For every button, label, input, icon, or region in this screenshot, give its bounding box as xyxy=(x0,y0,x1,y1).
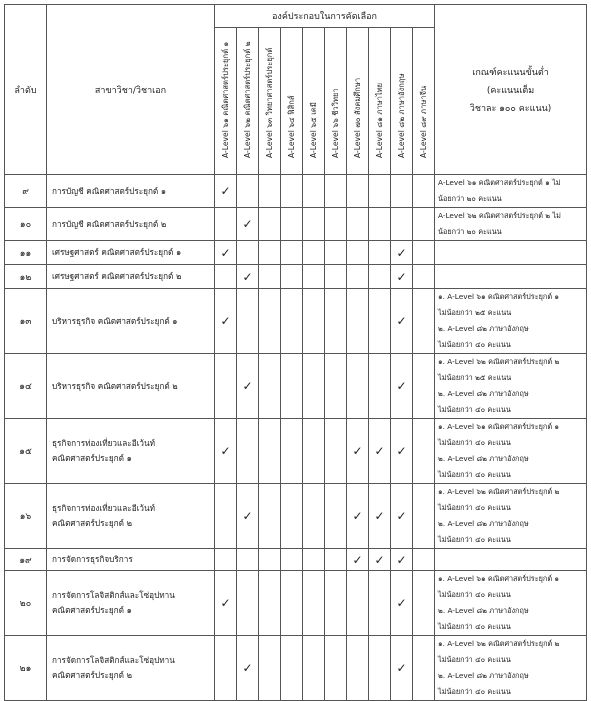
row-major-name xyxy=(47,636,215,701)
row-major-name xyxy=(47,484,215,549)
subject-check-cell xyxy=(237,636,259,701)
subject-check-cell xyxy=(259,208,281,241)
row-minimum-criteria xyxy=(435,636,587,701)
table-row xyxy=(5,265,587,289)
subject-label: A-Level ๖๑ คณิตศาสตร์ประยุกต์ ๑ xyxy=(220,41,230,158)
check-mark-icon: ✓ xyxy=(352,509,363,523)
subject-check-cell xyxy=(303,636,325,701)
criteria-line: A-Level ๖๒ คณิตศาสตร์ประยุกต์ ๒ ไม่ xyxy=(438,211,561,220)
subject-check-cell xyxy=(325,175,347,208)
column-header-subject xyxy=(325,28,347,175)
subject-check-cell xyxy=(237,265,259,289)
subject-check-cell xyxy=(259,636,281,701)
subject-check-cell xyxy=(369,636,391,701)
subject-check-cell xyxy=(369,419,391,484)
column-header-minimum-criteria xyxy=(435,5,587,175)
check-mark-icon: ✓ xyxy=(220,245,231,260)
admission-criteria-table xyxy=(4,4,587,701)
row-major-name xyxy=(47,175,215,208)
subject-check-cell xyxy=(325,571,347,636)
subject-check-cell xyxy=(215,354,237,419)
subject-check-cell xyxy=(369,241,391,265)
row-minimum-criteria xyxy=(435,484,587,549)
check-mark-icon: ✓ xyxy=(396,379,407,393)
check-mark-icon: ✓ xyxy=(396,596,407,610)
major-name-line: เศรษฐศาสตร์ คณิตศาสตร์ประยุกต์ ๑ xyxy=(52,247,182,257)
major-name-line: คณิตศาสตร์ประยุกต์ ๑ xyxy=(52,605,132,615)
subject-check-cell xyxy=(259,265,281,289)
criteria-line: ไม่น้อยกว่า ๔๐ คะแนน xyxy=(438,340,511,349)
criteria-line: น้อยกว่า ๒๐ คะแนน xyxy=(438,194,502,203)
criteria-line: ๑. A-Level ๖๒ คณิตศาสตร์ประยุกต์ ๒ xyxy=(438,487,560,496)
row-major-name xyxy=(47,354,215,419)
criteria-line: ไม่น้อยกว่า ๔๐ คะแนน xyxy=(438,622,511,631)
subject-check-cell xyxy=(215,208,237,241)
criteria-line: ๒. A-Level ๘๒ ภาษาอังกฤษ xyxy=(438,324,529,333)
major-name-line: บริหารธุรกิจ คณิตศาสตร์ประยุกต์ ๑ xyxy=(52,315,178,326)
row-minimum-criteria xyxy=(435,241,587,265)
check-mark-icon: ✓ xyxy=(396,314,407,328)
check-mark-icon: ✓ xyxy=(396,245,407,260)
major-name-line: ธุรกิจการท่องเที่ยวและอีเว้นท์ xyxy=(52,438,156,448)
subject-label: A-Level ๘๒ ภาษาอังกฤษ xyxy=(396,73,406,158)
column-header-subject xyxy=(215,28,237,175)
subject-check-cell xyxy=(325,419,347,484)
criteria-line: ไม่น้อยกว่า ๔๐ คะแนน xyxy=(438,405,511,414)
criteria-line: ไม่น้อยกว่า ๔๐ คะแนน xyxy=(438,470,511,479)
subject-check-cell xyxy=(281,208,303,241)
row-major-name xyxy=(47,241,215,265)
row-minimum-criteria xyxy=(435,549,587,571)
column-header-subject xyxy=(259,28,281,175)
subject-check-cell xyxy=(215,241,237,265)
criteria-line: ๒. A-Level ๘๒ ภาษาอังกฤษ xyxy=(438,454,529,463)
subject-check-cell xyxy=(215,289,237,354)
column-header-subject xyxy=(303,28,325,175)
row-major-name xyxy=(47,571,215,636)
check-mark-icon: ✓ xyxy=(396,509,407,523)
row-major-name xyxy=(47,289,215,354)
subject-check-cell xyxy=(413,484,435,549)
row-major-name xyxy=(47,549,215,571)
subject-check-cell xyxy=(259,549,281,571)
subject-check-cell xyxy=(325,549,347,571)
column-header-subject xyxy=(281,28,303,175)
row-minimum-criteria xyxy=(435,208,587,241)
subject-check-cell xyxy=(347,289,369,354)
criteria-line: ไม่น้อยกว่า ๒๕ คะแนน xyxy=(438,308,512,317)
subject-check-cell xyxy=(303,571,325,636)
subject-label: A-Level ๘๙ ภาษาจีน xyxy=(418,85,428,158)
table-row xyxy=(5,241,587,265)
subject-check-cell xyxy=(259,241,281,265)
table-row xyxy=(5,354,587,419)
subject-check-cell xyxy=(413,636,435,701)
subject-check-cell xyxy=(237,241,259,265)
subject-check-cell xyxy=(215,265,237,289)
subject-check-cell xyxy=(325,241,347,265)
subject-check-cell xyxy=(391,549,413,571)
row-order-number: ๑๒ xyxy=(5,265,47,289)
subject-check-cell xyxy=(347,175,369,208)
subject-check-cell xyxy=(259,571,281,636)
subject-check-cell xyxy=(303,241,325,265)
criteria-line: ไม่น้อยกว่า ๔๐ คะแนน xyxy=(438,438,511,447)
column-header-major: สาขาวิชา/วิชาเอก xyxy=(47,5,215,175)
subject-check-cell xyxy=(413,175,435,208)
subject-check-cell xyxy=(347,549,369,571)
subject-check-cell xyxy=(391,289,413,354)
subject-check-cell xyxy=(237,549,259,571)
check-mark-icon: ✓ xyxy=(220,596,231,610)
row-order-number: ๙ xyxy=(5,175,47,208)
subject-check-cell xyxy=(347,265,369,289)
subject-check-cell xyxy=(281,636,303,701)
criteria-line: ๑. A-Level ๖๑ คณิตศาสตร์ประยุกต์ ๑ xyxy=(438,574,560,583)
check-mark-icon: ✓ xyxy=(220,184,231,198)
table-row xyxy=(5,175,587,208)
check-mark-icon: ✓ xyxy=(396,444,407,458)
subject-check-cell xyxy=(303,265,325,289)
major-name-line: การบัญชี คณิตศาสตร์ประยุกต์ ๒ xyxy=(52,218,167,229)
subject-label: A-Level ๖๒ คณิตศาสตร์ประยุกต์ ๒ xyxy=(242,41,252,158)
subject-check-cell xyxy=(391,175,413,208)
subject-check-cell xyxy=(369,175,391,208)
subject-check-cell xyxy=(369,549,391,571)
subject-check-cell xyxy=(215,571,237,636)
criteria-header-line: เกณฑ์คะแนนขั้นต่ำ xyxy=(472,67,549,78)
criteria-line: ๑. A-Level ๖๒ คณิตศาสตร์ประยุกต์ ๒ xyxy=(438,357,560,366)
row-order-number: ๒๑ xyxy=(5,636,47,701)
subject-check-cell xyxy=(369,354,391,419)
major-name-line: ธุรกิจการท่องเที่ยวและอีเว้นท์ xyxy=(52,503,156,513)
check-mark-icon: ✓ xyxy=(396,269,407,284)
column-header-subject xyxy=(391,28,413,175)
subject-check-cell xyxy=(303,208,325,241)
check-mark-icon: ✓ xyxy=(396,661,407,675)
subject-check-cell xyxy=(369,484,391,549)
check-mark-icon: ✓ xyxy=(374,509,385,523)
subject-check-cell xyxy=(281,571,303,636)
subject-check-cell xyxy=(391,208,413,241)
subject-check-cell xyxy=(237,289,259,354)
row-order-number: ๑๐ xyxy=(5,208,47,241)
subject-check-cell xyxy=(281,419,303,484)
subject-check-cell xyxy=(237,484,259,549)
table-row xyxy=(5,208,587,241)
criteria-line: ๒. A-Level ๘๒ ภาษาอังกฤษ xyxy=(438,519,529,528)
subject-check-cell xyxy=(259,484,281,549)
criteria-line: ไม่น้อยกว่า ๔๐ คะแนน xyxy=(438,503,511,512)
subject-check-cell xyxy=(281,241,303,265)
subject-check-cell xyxy=(347,208,369,241)
subject-check-cell xyxy=(413,265,435,289)
subject-check-cell xyxy=(391,265,413,289)
check-mark-icon: ✓ xyxy=(352,552,363,567)
row-major-name xyxy=(47,265,215,289)
subject-check-cell xyxy=(303,289,325,354)
criteria-line: ไม่น้อยกว่า ๒๕ คะแนน xyxy=(438,373,512,382)
criteria-header-line: (คะแนนเต็ม xyxy=(486,85,535,96)
subject-check-cell xyxy=(259,175,281,208)
subject-check-cell xyxy=(369,208,391,241)
subject-check-cell xyxy=(303,354,325,419)
subject-check-cell xyxy=(237,419,259,484)
subject-check-cell xyxy=(281,549,303,571)
check-mark-icon: ✓ xyxy=(220,444,231,458)
criteria-line: น้อยกว่า ๒๐ คะแนน xyxy=(438,227,502,236)
subject-check-cell xyxy=(237,571,259,636)
subject-check-cell xyxy=(325,354,347,419)
subject-check-cell xyxy=(325,265,347,289)
subject-check-cell xyxy=(347,241,369,265)
subject-check-cell xyxy=(413,419,435,484)
criteria-line: ๒. A-Level ๘๒ ภาษาอังกฤษ xyxy=(438,671,529,680)
subject-check-cell xyxy=(215,175,237,208)
subject-check-cell xyxy=(325,484,347,549)
major-name-line: คณิตศาสตร์ประยุกต์ ๒ xyxy=(52,670,132,680)
table-row xyxy=(5,419,587,484)
criteria-header-line: วิชาละ ๑๐๐ คะแนน) xyxy=(469,103,552,114)
check-mark-icon: ✓ xyxy=(242,509,253,523)
table-row xyxy=(5,571,587,636)
column-header-subject xyxy=(413,28,435,175)
subject-check-cell xyxy=(215,484,237,549)
row-major-name xyxy=(47,419,215,484)
row-order-number: ๑๖ xyxy=(5,484,47,549)
criteria-line: ไม่น้อยกว่า ๔๐ คะแนน xyxy=(438,590,511,599)
subject-check-cell xyxy=(347,636,369,701)
major-name-line: การจัดการโลจิสติกส์และโซ่อุปทาน xyxy=(52,590,175,600)
column-header-order: ลำดับ xyxy=(5,5,47,175)
subject-check-cell xyxy=(215,636,237,701)
subject-check-cell xyxy=(281,175,303,208)
subject-check-cell xyxy=(281,289,303,354)
major-name-line: บริหารธุรกิจ คณิตศาสตร์ประยุกต์ ๒ xyxy=(52,380,178,391)
subject-check-cell xyxy=(237,208,259,241)
criteria-line: ไม่น้อยกว่า ๔๐ คะแนน xyxy=(438,535,511,544)
subject-check-cell xyxy=(413,571,435,636)
subject-label: A-Level ๖๕ เคมี xyxy=(308,102,318,158)
subject-check-cell xyxy=(391,241,413,265)
subject-check-cell xyxy=(391,636,413,701)
check-mark-icon: ✓ xyxy=(220,314,231,328)
subject-check-cell xyxy=(347,484,369,549)
table-row xyxy=(5,636,587,701)
criteria-line: ๑. A-Level ๖๑ คณิตศาสตร์ประยุกต์ ๑ xyxy=(438,422,560,431)
subject-check-cell xyxy=(303,419,325,484)
row-order-number: ๒๐ xyxy=(5,571,47,636)
subject-label: A-Level ๖๔ ฟิสิกส์ xyxy=(286,95,296,158)
row-minimum-criteria xyxy=(435,289,587,354)
subject-check-cell xyxy=(369,289,391,354)
subject-check-cell xyxy=(413,241,435,265)
major-name-line: การจัดการธุรกิจบริการ xyxy=(52,554,133,564)
subject-check-cell xyxy=(281,484,303,549)
row-major-name xyxy=(47,208,215,241)
subject-check-cell xyxy=(391,571,413,636)
table-row xyxy=(5,549,587,571)
subject-check-cell xyxy=(281,354,303,419)
major-name-line: คณิตศาสตร์ประยุกต์ ๑ xyxy=(52,453,132,463)
check-mark-icon: ✓ xyxy=(242,379,253,393)
subject-label: A-Level ๖๓ วิทยาศาสตร์ประยุกต์ xyxy=(264,47,274,158)
subject-check-cell xyxy=(391,484,413,549)
subject-check-cell xyxy=(369,571,391,636)
subject-check-cell xyxy=(325,289,347,354)
subject-check-cell xyxy=(303,484,325,549)
subject-check-cell xyxy=(281,265,303,289)
check-mark-icon: ✓ xyxy=(352,444,363,458)
criteria-line: ๑. A-Level ๖๒ คณิตศาสตร์ประยุกต์ ๒ xyxy=(438,639,560,648)
major-name-line: การบัญชี คณิตศาสตร์ประยุกต์ ๑ xyxy=(52,185,167,196)
check-mark-icon: ✓ xyxy=(374,444,385,458)
row-order-number: ๑๓ xyxy=(5,289,47,354)
check-mark-icon: ✓ xyxy=(374,552,385,567)
subject-check-cell xyxy=(347,571,369,636)
subject-label: A-Level ๖๖ ชีววิทยา xyxy=(330,88,340,158)
column-header-subject xyxy=(347,28,369,175)
subject-check-cell xyxy=(391,354,413,419)
table-row xyxy=(5,484,587,549)
subject-check-cell xyxy=(215,549,237,571)
subject-check-cell xyxy=(237,354,259,419)
check-mark-icon: ✓ xyxy=(242,269,253,284)
column-header-subject xyxy=(369,28,391,175)
row-minimum-criteria xyxy=(435,354,587,419)
subject-check-cell xyxy=(259,289,281,354)
check-mark-icon: ✓ xyxy=(242,661,253,675)
subject-check-cell xyxy=(413,549,435,571)
subject-label: A-Level ๘๑ ภาษาไทย xyxy=(374,82,384,158)
criteria-line: ๒. A-Level ๘๒ ภาษาอังกฤษ xyxy=(438,389,529,398)
subject-check-cell xyxy=(215,419,237,484)
subject-check-cell xyxy=(325,208,347,241)
check-mark-icon: ✓ xyxy=(242,217,253,231)
subject-check-cell xyxy=(303,175,325,208)
check-mark-icon: ✓ xyxy=(396,552,407,567)
column-header-subject xyxy=(237,28,259,175)
major-name-line: คณิตศาสตร์ประยุกต์ ๒ xyxy=(52,518,132,528)
subject-check-cell xyxy=(237,175,259,208)
criteria-line: ไม่น้อยกว่า ๔๐ คะแนน xyxy=(438,687,511,696)
column-group-selection-components: องค์ประกอบในการคัดเลือก xyxy=(215,5,435,28)
subject-check-cell xyxy=(391,419,413,484)
subject-check-cell xyxy=(325,636,347,701)
row-minimum-criteria xyxy=(435,265,587,289)
subject-check-cell xyxy=(413,289,435,354)
row-order-number: ๑๑ xyxy=(5,241,47,265)
subject-check-cell xyxy=(259,354,281,419)
subject-check-cell xyxy=(303,549,325,571)
criteria-line: A-Level ๖๑ คณิตศาสตร์ประยุกต์ ๑ ไม่ xyxy=(438,178,561,187)
subject-check-cell xyxy=(369,265,391,289)
row-minimum-criteria xyxy=(435,571,587,636)
subject-check-cell xyxy=(413,208,435,241)
criteria-line: ๑. A-Level ๖๑ คณิตศาสตร์ประยุกต์ ๑ xyxy=(438,292,560,301)
subject-check-cell xyxy=(259,419,281,484)
row-order-number: ๑๕ xyxy=(5,419,47,484)
criteria-line: ๒. A-Level ๘๒ ภาษาอังกฤษ xyxy=(438,606,529,615)
table-row xyxy=(5,289,587,354)
row-order-number: ๑๔ xyxy=(5,354,47,419)
major-name-line: เศรษฐศาสตร์ คณิตศาสตร์ประยุกต์ ๒ xyxy=(52,271,182,281)
subject-label: A-Level ๗๐ สังคมศึกษา xyxy=(352,77,362,158)
major-name-line: การจัดการโลจิสติกส์และโซ่อุปทาน xyxy=(52,655,175,665)
subject-check-cell xyxy=(347,419,369,484)
criteria-line: ไม่น้อยกว่า ๔๐ คะแนน xyxy=(438,655,511,664)
row-order-number: ๑๙ xyxy=(5,549,47,571)
row-minimum-criteria xyxy=(435,419,587,484)
row-minimum-criteria xyxy=(435,175,587,208)
subject-check-cell xyxy=(413,354,435,419)
subject-check-cell xyxy=(347,354,369,419)
